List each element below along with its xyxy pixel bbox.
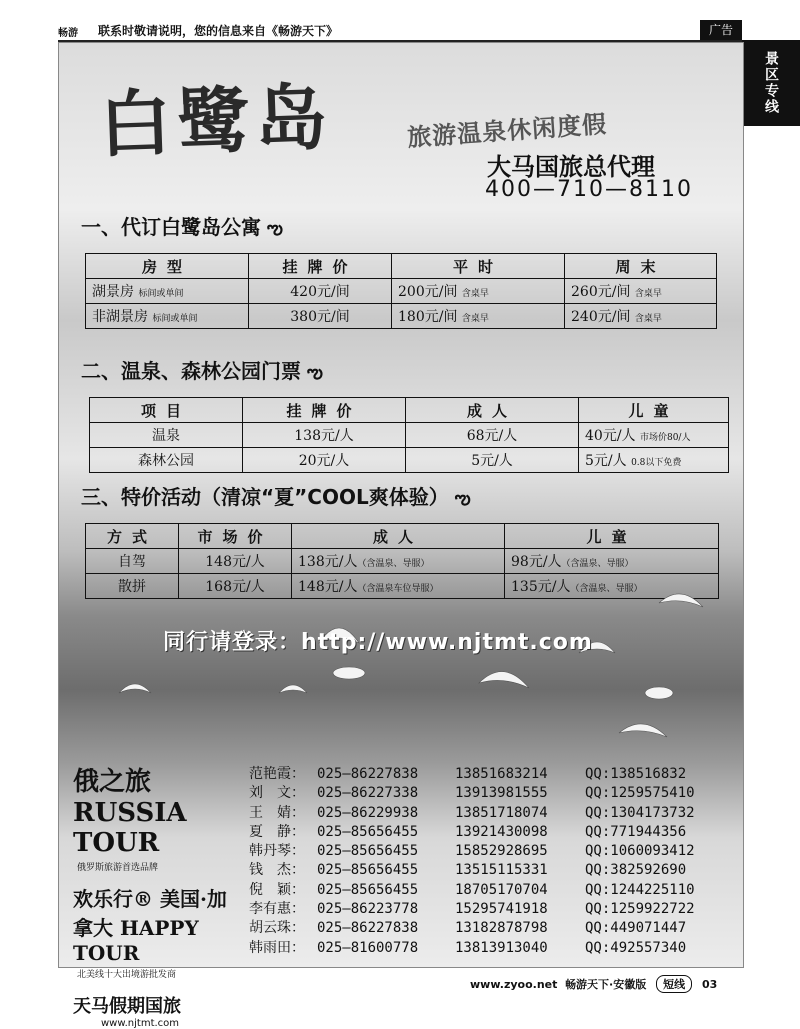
column-header: 房型 [86, 254, 249, 279]
page-footer [470, 975, 717, 993]
contact-mobile: 13851683214 [455, 766, 548, 782]
price: 148元/人 [298, 579, 358, 595]
contact-name: 刘 文： [249, 785, 305, 802]
swirl-icon: ఌ [454, 488, 471, 509]
russia-tour-logo: 俄之旅 RUSSIA TOUR [73, 767, 187, 858]
contact-row [249, 881, 695, 900]
contact-row [249, 900, 695, 919]
publication-logo: 畅游 [58, 28, 78, 39]
contact-row [249, 765, 695, 784]
cell: 138元/人 [243, 423, 406, 448]
section-title-special [81, 481, 471, 513]
website-link[interactable]: 同行请登录：http://www.njtmt.com [163, 630, 593, 655]
ad-tag: 广告 [700, 20, 742, 40]
price: 40元/人 [585, 428, 636, 444]
table-row [90, 423, 729, 448]
cell [505, 549, 719, 574]
contact-qq: QQ:449071447 [585, 920, 687, 937]
table-header-row [86, 254, 717, 279]
column-header: 市场价 [179, 524, 292, 549]
top-bar [0, 0, 800, 42]
contact-row [249, 939, 695, 958]
price-note: （含温泉、导服） [357, 559, 430, 569]
contact-phone: 025—86227338 [317, 785, 419, 802]
contact-mobile: 13921430098 [455, 823, 548, 840]
cell: 148元/人 [179, 549, 292, 574]
cell [392, 304, 565, 329]
apartment-table [85, 253, 717, 329]
price: 180元/间 [398, 309, 458, 325]
contact-list [249, 765, 695, 958]
column-header: 周末 [565, 254, 717, 279]
russia-tour-tagline: 俄罗斯旅游首选品牌 [77, 863, 159, 873]
room-type: 非湖景房 [92, 309, 148, 325]
cell: 420元/间 [249, 279, 392, 304]
price: 98元/人 [511, 554, 562, 570]
cell [392, 279, 565, 304]
cell [86, 279, 249, 304]
contact-name: 胡云珠： [249, 920, 305, 937]
contact-mobile: 15295741918 [455, 901, 548, 918]
contact-phone: 025—86227838 [317, 920, 419, 937]
price-note: 含桌早 [461, 314, 489, 324]
column-header: 挂牌价 [249, 254, 392, 279]
price: 138元/人 [298, 554, 358, 570]
column-header: 成人 [406, 398, 579, 423]
contact-name: 王 婧： [249, 804, 305, 821]
swirl-icon: ఌ [307, 362, 323, 383]
tianma-url[interactable]: www.njtmt.com [101, 1018, 180, 1029]
cell: 散拼 [86, 574, 179, 599]
price-note: 含桌早 [634, 314, 662, 324]
cell: 5元/人 [406, 448, 579, 473]
contact-qq: QQ:1244225110 [585, 881, 695, 898]
section-label: 一、代订白鹭岛公寓 [81, 215, 261, 239]
column-header: 儿童 [505, 524, 719, 549]
price-note: 含桌早 [461, 289, 489, 299]
contact-mobile: 13182878798 [455, 920, 548, 937]
column-header: 方式 [86, 524, 179, 549]
section-label: 二、温泉、森林公园门票 [81, 359, 301, 383]
brand-slogan: 旅游温泉休闲度假 [406, 110, 608, 152]
section-label: 三、特价活动（清凉“夏”COOL爽体验） [81, 485, 449, 509]
contact-mobile: 13813913040 [455, 939, 548, 956]
contact-mobile: 13851718074 [455, 804, 548, 821]
cell [86, 304, 249, 329]
contact-qq: QQ:1304173732 [585, 804, 695, 821]
tianma-logo: 天马假期国旅 [73, 996, 181, 1017]
footer-publication: 畅游天下·安徽版 [565, 978, 647, 991]
column-header: 挂牌价 [243, 398, 406, 423]
tickets-table [89, 397, 729, 473]
cell [565, 304, 717, 329]
price-note: 含桌早 [634, 289, 662, 299]
column-header: 平时 [392, 254, 565, 279]
table-row [86, 549, 719, 574]
footer-site[interactable]: www.zyoo.net [470, 978, 558, 991]
price: 5元/人 [585, 453, 627, 469]
section-label: 短线 [656, 975, 692, 993]
cell: 20元/人 [243, 448, 406, 473]
contact-row [249, 804, 695, 823]
room-type: 湖景房 [92, 284, 134, 300]
contact-phone: 025—85656455 [317, 823, 419, 840]
contact-qq: QQ:1060093412 [585, 843, 695, 860]
contact-row [249, 823, 695, 842]
contact-name: 韩雨田： [249, 939, 305, 956]
cell: 380元/间 [249, 304, 392, 329]
happy-tour-logo: 欢乐行® 美国·加拿大 HAPPY TOUR [73, 887, 227, 965]
contact-mobile: 15852928695 [455, 843, 548, 860]
contact-name: 钱 杰： [249, 862, 305, 879]
contact-phone: 025—81600778 [317, 939, 419, 956]
table-header-row [90, 398, 729, 423]
price-note: （含温泉、导服） [561, 559, 634, 569]
section-title-apartment [81, 211, 283, 243]
table-row [90, 448, 729, 473]
contact-qq: QQ:1259922722 [585, 901, 695, 918]
price-note: （含温泉、导服） [570, 584, 643, 594]
cell: 温泉 [90, 423, 243, 448]
cell: 68元/人 [406, 423, 579, 448]
happy-tour-tagline: 北美线十大出境游批发商 [77, 970, 177, 980]
cell: 森林公园 [90, 448, 243, 473]
contact-qq: QQ:492557340 [585, 939, 687, 956]
partner-logos [73, 761, 233, 1029]
column-header: 成人 [292, 524, 505, 549]
contact-name: 倪 颖： [249, 881, 305, 898]
table-header-row [86, 524, 719, 549]
contact-phone: 025—85656455 [317, 881, 419, 898]
contact-mobile: 13515115331 [455, 862, 548, 879]
price: 135元/人 [511, 579, 571, 595]
cell [565, 279, 717, 304]
contact-name: 韩丹琴： [249, 843, 305, 860]
cell: 168元/人 [179, 574, 292, 599]
price-note: 0.8以下免费 [631, 458, 682, 468]
notice-text: 联系时敬请说明，您的信息来自《畅游天下》 [98, 24, 339, 38]
column-header: 项目 [90, 398, 243, 423]
price-note: （含温泉车位导服） [357, 584, 439, 594]
contact-phone: 025—86223778 [317, 901, 419, 918]
contact-row [249, 919, 695, 938]
side-tab: 景区专线 [742, 40, 800, 126]
contact-name: 李有惠： [249, 901, 305, 918]
contact-qq: QQ:138516832 [585, 766, 687, 782]
contact-name: 范艳霞： [249, 766, 305, 782]
contact-row [249, 784, 695, 803]
contact-name: 夏 静： [249, 823, 305, 840]
contact-phone: 025—85656455 [317, 862, 419, 879]
contact-row [249, 842, 695, 861]
contact-phone: 025—86229938 [317, 804, 419, 821]
swirl-icon: ఌ [267, 218, 283, 239]
column-header: 儿童 [579, 398, 729, 423]
price: 260元/间 [571, 284, 631, 300]
brand-title: 白鹭岛 [97, 73, 335, 168]
cell [579, 423, 729, 448]
contact-qq: QQ:1259575410 [585, 785, 695, 802]
egret-illustration [59, 583, 743, 783]
contact-mobile: 13913981555 [455, 785, 548, 802]
section-title-tickets [81, 355, 323, 387]
contact-row [249, 861, 695, 880]
price-note: 市场价80/人 [639, 433, 691, 443]
hotline: 400—710—8110 [485, 177, 693, 202]
price: 200元/间 [398, 284, 458, 300]
contact-phone: 025—86227838 [317, 766, 419, 782]
room-note: 标间或单间 [138, 289, 184, 299]
contact-qq: QQ:382592690 [585, 862, 687, 879]
contact-qq: QQ:771944356 [585, 823, 687, 840]
cell [292, 549, 505, 574]
agent-name: 大马国旅总代理 [487, 153, 655, 181]
room-note: 标间或单间 [152, 314, 198, 324]
cell [579, 448, 729, 473]
price: 240元/间 [571, 309, 631, 325]
table-row [86, 279, 717, 304]
cell: 自驾 [86, 549, 179, 574]
contact-mobile: 18705170704 [455, 881, 548, 898]
table-row [86, 304, 717, 329]
page-number: 03 [701, 978, 718, 991]
contact-phone: 025—85656455 [317, 843, 419, 860]
